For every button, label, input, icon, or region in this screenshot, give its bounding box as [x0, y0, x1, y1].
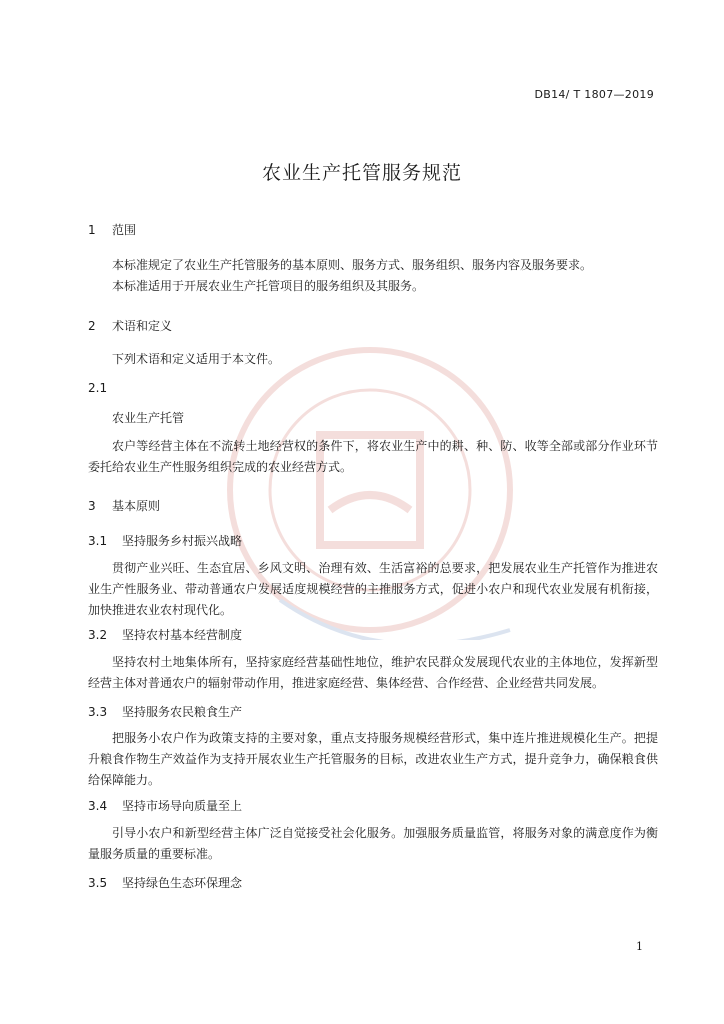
subsection-number: 2.1: [88, 381, 108, 395]
paragraph: 引导小农户和新型经营主体广泛自觉接受社会化服务。加强服务质量监管，将服务对象的满意度作为衡量服务质量的重要标准。: [88, 826, 658, 861]
section-2-heading: [88, 317, 172, 334]
subsection-heading: [88, 703, 242, 720]
subsection-number: 3.5: [88, 876, 108, 890]
paragraph: 本标准规定了农业生产托管服务的基本原则、服务方式、服务组织、服务内容及服务要求。: [112, 258, 593, 272]
section-1-heading: [88, 221, 136, 238]
subsection-heading: [88, 626, 242, 643]
section-number: 1: [88, 223, 96, 237]
paragraph: 把服务小农户作为政策支持的主要对象，重点支持服务规模经营形式，集中连片推进规模化生产。把提升粮食作物生产效益作为支持开展农业生产托管服务的目标，改进农业生产方式，提升竞争力，确保粮食供给保障能力。: [88, 731, 658, 787]
section-3-heading: [88, 497, 160, 514]
subsection-number: 3.2: [88, 628, 108, 642]
document-title: 农业生产托管服务规范: [261, 162, 462, 184]
subsection-title: 坚持农村基本经营制度: [122, 628, 243, 642]
subsection-number: 3.4: [88, 799, 108, 813]
section-number: 3: [88, 499, 96, 513]
subsection-title: 坚持市场导向质量至上: [122, 799, 243, 813]
definition: 农户等经营主体在不流转土地经营权的条件下，将农业生产中的耕、种、防、收等全部或部分作业环节委托给农业生产性服务组织完成的农业经营方式。: [88, 439, 658, 474]
standard-number: DB14/ T 1807—2019: [534, 88, 654, 101]
subsection-number: 3.3: [88, 705, 108, 719]
paragraph: 本标准适用于开展农业生产托管项目的服务组织及其服务。: [112, 279, 425, 293]
page-number: 1: [636, 940, 643, 953]
section-title: 术语和定义: [112, 319, 173, 333]
section-title: 基本原则: [112, 499, 161, 513]
subsection-title: 坚持服务农民粮食生产: [122, 705, 243, 719]
paragraph: 下列术语和定义适用于本文件。: [112, 352, 281, 366]
section-number: 2: [88, 319, 96, 333]
paragraph: 贯彻产业兴旺、生态宜居、乡风文明、治理有效、生活富裕的总要求，把发展农业生产托管作为推进农业生产性服务业、带动普通农户发展适度规模经营的主推服务方式，促进小农户和现代农业发展有机衔接，加快推进农业农村现代化。: [88, 561, 658, 617]
subsection-number: 3.1: [88, 534, 108, 548]
subsection-title: 坚持服务乡村振兴战略: [122, 534, 243, 548]
subsection-heading: [88, 797, 242, 814]
paragraph: 坚持农村土地集体所有，坚持家庭经营基础性地位，维护农民群众发展现代农业的主体地位，发挥新型经营主体对普通农户的辐射带动作用，推进家庭经营、集体经营、合作经营、企业经营共同发展。: [88, 655, 658, 690]
subsection-title: 坚持绿色生态环保理念: [122, 876, 243, 890]
subsection-heading: [88, 874, 242, 891]
section-title: 范围: [112, 223, 137, 237]
subsection-heading: [88, 532, 242, 549]
term: 农业生产托管: [112, 411, 185, 425]
